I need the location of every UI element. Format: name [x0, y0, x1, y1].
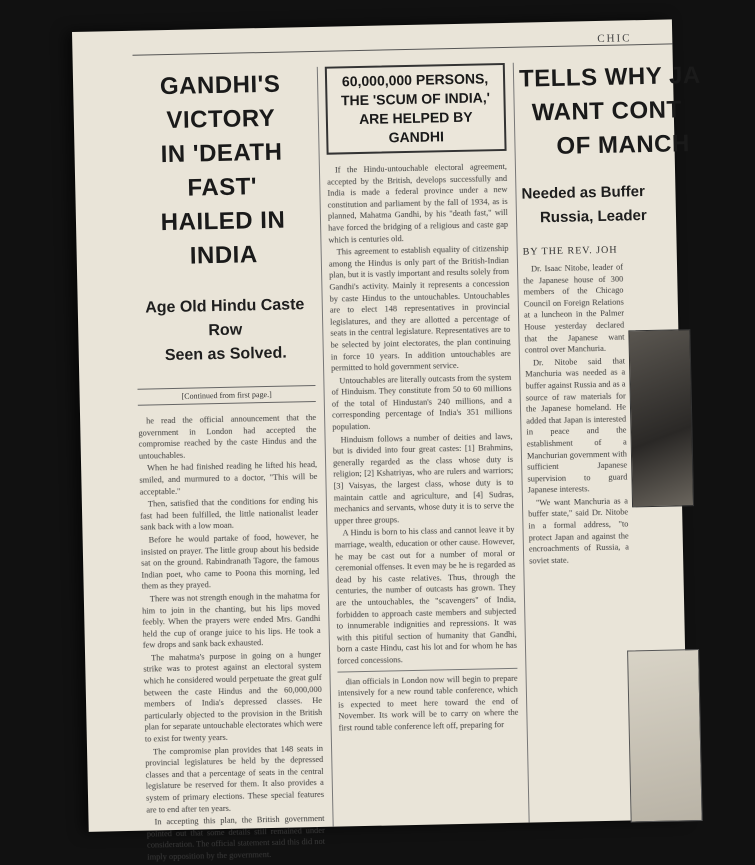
left-body	[138, 412, 325, 863]
headline-line: THE 'SCUM OF INDIA,'	[340, 89, 491, 109]
left-article	[131, 67, 326, 864]
subhead-line: Russia, Leader	[539, 207, 647, 227]
subhead-line: Age Old Hindu Caste Row	[145, 296, 305, 340]
headline-line: HAILED IN INDIA	[160, 206, 286, 270]
portrait-photo	[628, 329, 694, 507]
paragraph: Dr. Nitobe said that Manchuria was needed as a buffer against Russia and as a source of raw materials for the Japanese homeland. He added that Japan is interested in peace and the establishment of a Manchurian government with sufficient Japanese supervision to guard Japanese interests.	[525, 356, 628, 495]
paragraph: When he had finished reading he lifted his head, smiled, and murmured to a doctor, "This will be acceptable."	[139, 460, 318, 497]
paragraph: dian officials in London now will begin to prepare intensively for a new round table conference, which is expected to meet here toward the end of November. Its work will be to carry on where the first round table conference left off, preparing for	[337, 673, 519, 733]
left-headline	[131, 67, 313, 275]
top-rule	[132, 43, 672, 55]
byline: BY THE REV. JOH	[522, 244, 618, 258]
section-rule	[337, 667, 517, 672]
paragraph: Then, satisfied that the conditions for ending his fast had been fulfilled, the little nationalist leader sank back with a low moan.	[140, 496, 319, 533]
photo-inset	[627, 649, 703, 822]
middle-article	[325, 63, 519, 735]
headline-line: TELLS WHY JA	[518, 61, 701, 93]
paragraph: In accepting this plan, the British government pointed out that some details still remained under consideration. The official statement said this did not imply opposition by the government.	[146, 814, 326, 862]
headline-line: 60,000,000 PERSONS,	[341, 70, 489, 90]
headline-line: GANDHI'S VICTORY	[159, 70, 281, 135]
right-body	[523, 262, 629, 567]
paragraph: The compromise plan provides that 148 seats in provincial legislatures be held by the depressed classes and that a percentage of seats in the central legislature be reserved for them. It also provides a system of primary elections. These special features are to end after ten years.	[145, 743, 325, 815]
middle-body	[327, 161, 519, 734]
continued-note: [Continued from first page.]	[137, 385, 315, 406]
paragraph: he read the official announcement that the government in London had accepted the compromise reached by the caste Hindus and the untouchables.	[138, 412, 317, 461]
paragraph: A Hindu is born to his class and cannot leave it by marriage, wealth, education or other cause. However, he may be cast out for a number of moral or ceremonial offenses. It even may be he is regarded as dead by his caste relatives. Thus, through the centuries, the number of outcasts has grown. They are the untouchables, the "scavengers" of India, forbidden to approach caste members and subjected to innumerable indignities and repressions. It was with this pitiful section of humanity that Gandhi, born a caste Hindu, cast his lot and for whom he has forced concessions.	[334, 525, 518, 666]
headline-line: WANT CONT	[531, 96, 682, 127]
paragraph: Hinduism follows a number of deities and laws, but is divided into four great castes: [1] Brahmins, generally regarded as the class whose duty is religion; [2] Kshatriyas, who are rulers and warriors; [3] Vaisyas, the largest class, whose duty is to maintain cattle and agriculture, and [4] Sudras, mechanics and servants, whose duty it is to serve the upper three groups.	[332, 431, 515, 526]
paragraph: If the Hindu-untouchable electoral agreement, accepted by the British, develops successfully and India is made a federal province under a new constitution and parliament by the fall of 1934, as is planned, Mahatma Gandhi, by his "death fast," will have forced the bridging of a religious and caste gap which is centuries old.	[327, 161, 509, 245]
right-subhead	[521, 179, 676, 230]
headline-line: IN 'DEATH FAST'	[160, 138, 283, 202]
headline-line: OF MANCH	[556, 130, 691, 160]
middle-headline-box	[325, 63, 507, 155]
left-subhead	[136, 293, 315, 369]
newspaper-page	[72, 19, 701, 862]
right-article	[518, 59, 701, 822]
paragraph: Untouchables are literally outcasts from the system of Hinduism. They constitute from 50 to 60 millions of the total of Hindustan's 240 millions, and a corresponding percentage of India's 351 millions population.	[331, 372, 513, 432]
paragraph: Before he would partake of food, however, he insisted on prayer. The little group about his bedside sat on the ground. Rabindranath Tagore, the famous Indian poet, who came to Poona this morning, led them as they prayed.	[140, 531, 320, 591]
subhead-line: Seen as Solved.	[164, 344, 287, 365]
subhead-line: Needed as Buffer	[521, 183, 646, 203]
paragraph: The mahatma's purpose in going on a hunger strike was to protest against an electoral system which he considered would perpetuate the great gulf between the caste Hindus and the 60,000,000 members of India's depressed classes. He particularly objected to the provision in the British plan for separate untouchable electorates which were to exist for twenty years.	[143, 649, 323, 744]
paragraph: This agreement to establish equality of citizenship among the Hindus is only part of the British-Indian plan, but it is vastly important and results solely from Gandhi's activity. Mainly it represents a concession by caste Hindus to the untouchables. Untouchables are to elect 148 representatives in provincial legislatures, and they are allotted a percentage of seats in the central legislature. Representatives are to be selected by joint electorates, the plan continuing in force 10 years. In addition untouchables are permitted to hold government service.	[328, 244, 511, 373]
paragraph: Dr. Isaac Nitobe, leader of the Japanese house of 300 members of the Chicago Council on Foreign Relations at a luncheon in the Palmer House yesterday declared that the Japanese want control over Manchuria.	[523, 262, 625, 355]
right-headline	[519, 58, 741, 165]
paragraph: "We want Manchuria as a buffer state," said Dr. Nitobe in a formal address, "to protect Japan and against the encroachments of Russia, a soviet state.	[528, 496, 630, 566]
paragraph: There was not strength enough in the mahatma for him to join in the chanting, but his lips moved feebly. When the prayers were ended Mrs. Gandhi held the cup of orange juice to his lips. He took a few drops and sank back exhausted.	[142, 590, 321, 650]
headline-line: ARE HELPED BY GANDHI	[358, 108, 473, 146]
masthead-fragment: CHIC	[597, 32, 632, 45]
